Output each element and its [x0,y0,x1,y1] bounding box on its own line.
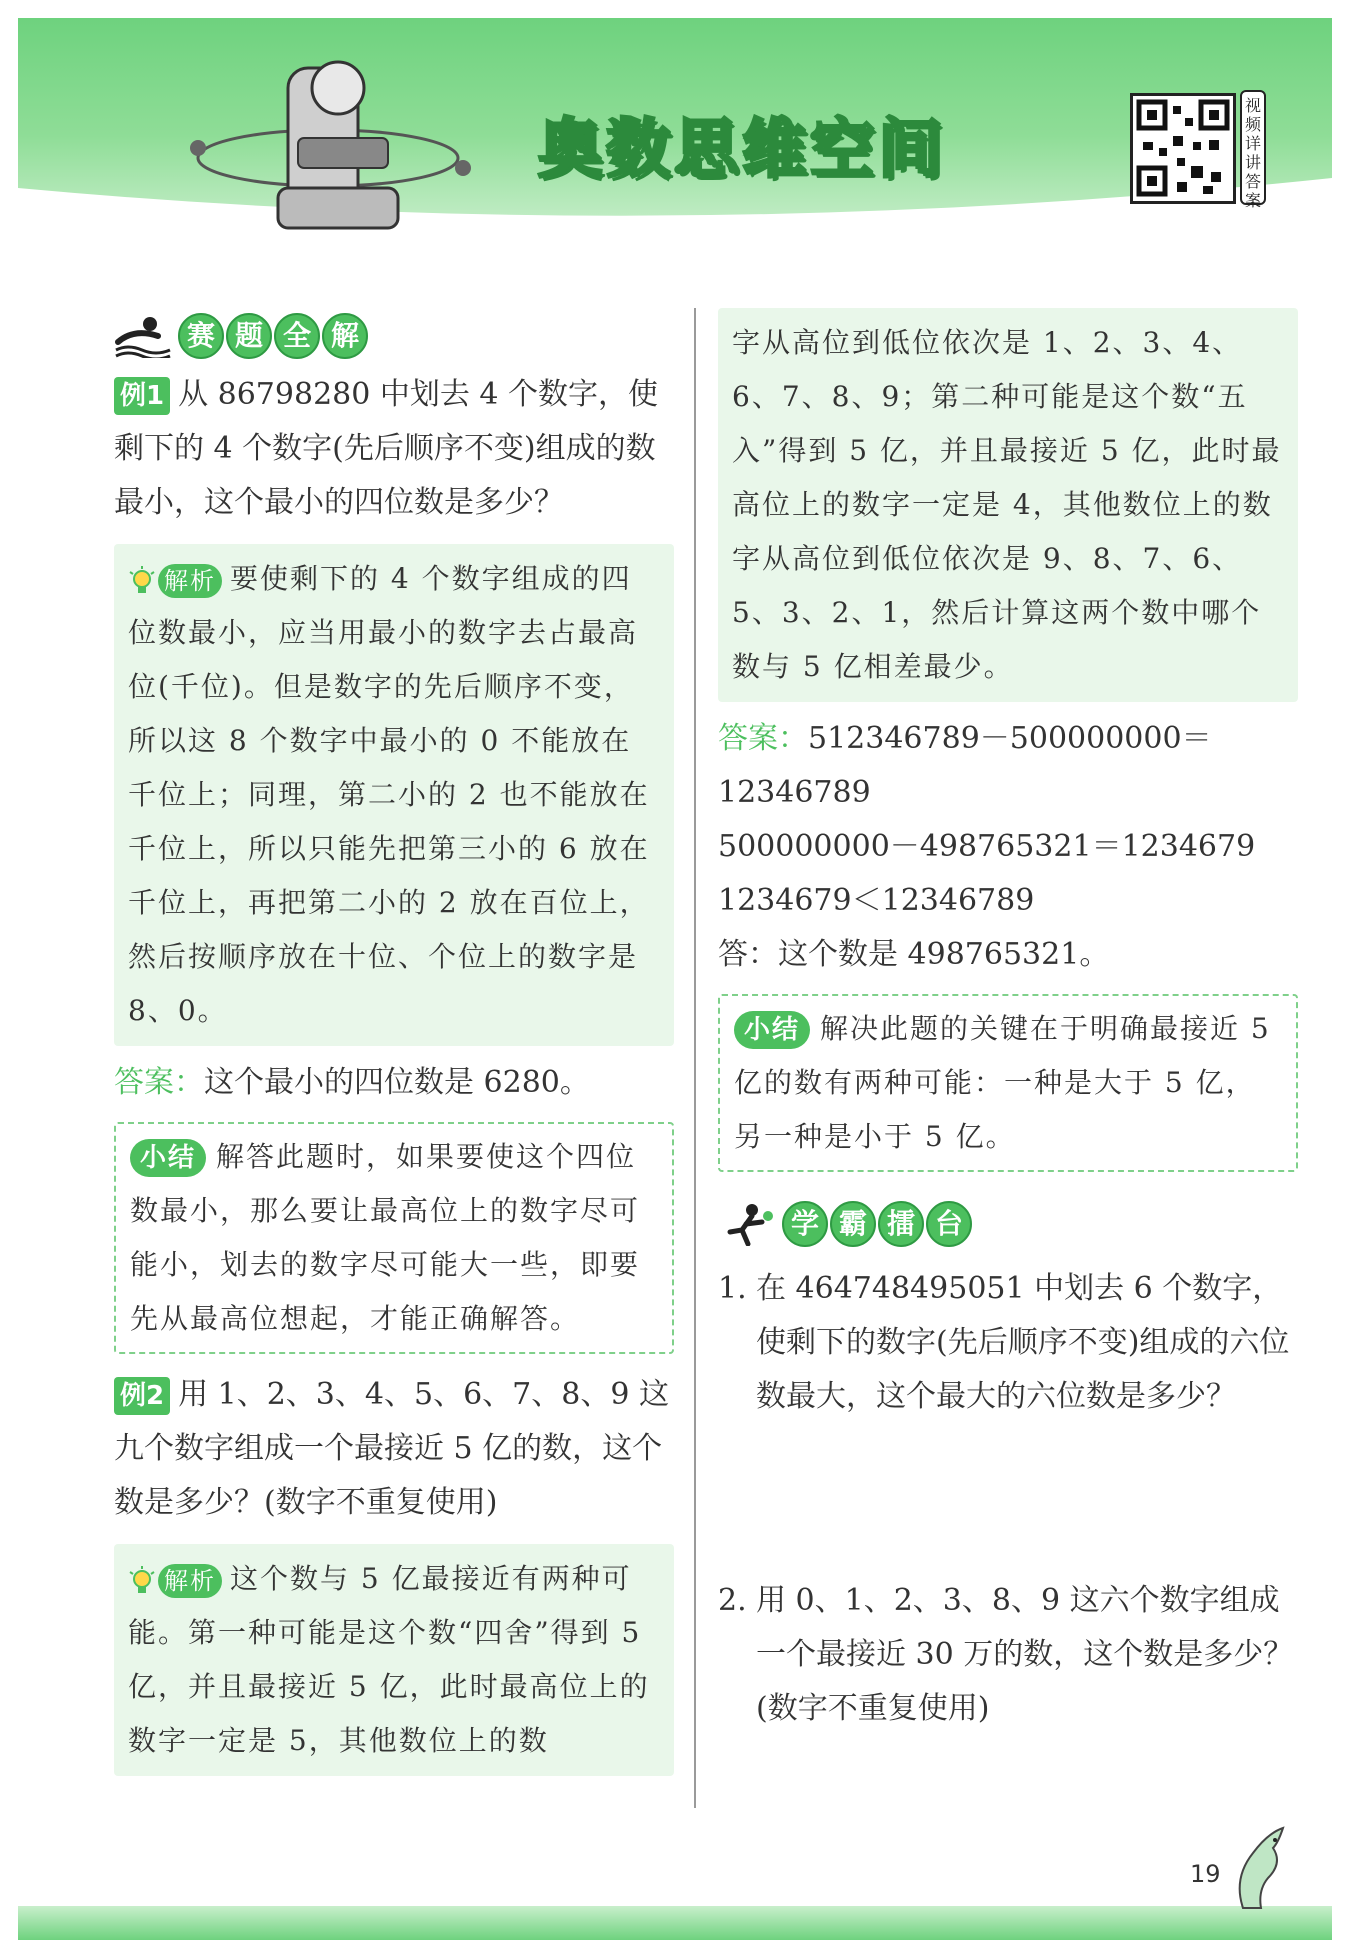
column-divider [694,308,696,1808]
answer-line: 答：这个数是 498765321。 [718,937,1110,972]
left-column [114,308,674,1786]
section-title-char: 题 [226,313,272,359]
example-2 [114,1368,674,1530]
practice-problem [718,1262,1298,1424]
example-1-analysis [114,544,674,1046]
example-2-summary [718,994,1298,1172]
section-title-top-student-arena [718,1196,1298,1252]
practice-problem [718,1574,1298,1736]
lightbulb-icon [128,566,156,596]
right-column [718,308,1298,1736]
example-1-tag: 例1 [114,377,170,415]
example-2-analysis [114,1544,674,1776]
example-1-answer-text: 这个最小的四位数是 6280。 [204,1065,590,1100]
page [18,18,1332,1940]
problem-text: 在 464748495051 中划去 6 个数字，使剩下的数字(先后顺序不变)组成的六位数最大，这个最大的六位数是多少？ [756,1271,1290,1414]
example-1 [114,368,674,530]
answer-line: 500000000－498765321＝1234679 [718,829,1256,864]
example-2-answer [718,712,1298,982]
example-1-answer [114,1056,674,1110]
page-title: 奥数思维空间 [538,113,946,187]
answer-label: 答案： [114,1065,204,1100]
section-title-char: 赛 [178,313,224,359]
section-title-char: 学 [782,1201,828,1247]
example-1-analysis-text: 要使剩下的 4 个数字组成的四位数最小，应当用最小的数字去占最高位(千位)。但是数字的先后顺序不变，所以这 8 个数字中最小的 0 不能放在千位上；同理，第二小的 2 也不能放在千位上，所以只能先把第三小的 6 放在千位上，再把第二小的 2 放在百位上，然后按顺序放在十位、个位上的数字是 8、0。 [128,562,650,1027]
qr-code-icon[interactable] [1130,93,1236,204]
astronaut-illustration-icon [178,38,478,268]
lightbulb-icon [128,1566,156,1596]
section-title-char: 全 [274,313,320,359]
page-number: 19 [1190,1860,1221,1888]
example-1-summary [114,1122,674,1354]
qr-code-label: 视频详讲答案 [1240,90,1266,205]
problem-number: 2. [718,1583,747,1618]
answer-line: 512346789－500000000＝12346789 [718,721,1212,810]
athlete-icon [718,1202,776,1246]
problem-number: 1. [718,1271,747,1306]
answer-line: 1234679＜12346789 [718,883,1035,918]
dolphin-icon [1223,1818,1293,1913]
example-1-summary-text: 解答此题时，如果要使这个四位数最小，那么要让最高位上的数字尽可能小，划去的数字尽可能大一些，即要先从最高位想起，才能正确解答。 [130,1140,641,1335]
section-title-competition-solutions [114,308,674,364]
example-1-text: 从 86798280 中划去 4 个数字，使剩下的 4 个数字(先后顺序不变)组成的数最小，这个最小的四位数是多少？ [114,377,659,520]
footer-band [18,1906,1332,1940]
example-2-analysis-text: 这个数与 5 亿最接近有两种可能。第一种可能是这个数“四舍”得到 5 亿，并且最接近 5 亿，此时最高位上的数字一定是 5，其他数位上的数 [128,1562,650,1757]
example-2-analysis-continued-text: 字从高位到低位依次是 1、2、3、4、6、7、8、9；第二种可能是这个数“五入”得到 5 亿，并且最接近 5 亿，此时最高位上的数字一定是 4，其他数位上的数字从高位到低位依次是 9、8、7、6、5、3、2、1，然后计算这两个数中哪个数与 5 亿相差最少。 [732,326,1282,683]
example-2-analysis-continued [718,308,1298,702]
analysis-tag-label: 解析 [158,564,222,598]
analysis-tag [128,564,222,598]
section-title-char: 霸 [830,1201,876,1247]
example-2-summary-text: 解决此题的关键在于明确最接近 5 亿的数有两种可能：一种是大于 5 亿，另一种是小于 5 亿。 [734,1012,1271,1153]
problem-text: 用 0、1、2、3、8、9 这六个数字组成一个最接近 30 万的数，这个数是多少？(数字不重复使用) [756,1583,1294,1726]
analysis-tag [128,1564,222,1598]
swimmer-icon [114,314,172,358]
answer-label: 答案： [718,721,808,756]
section-title-char: 解 [322,313,368,359]
section-title-char: 擂 [878,1201,924,1247]
summary-tag: 小结 [734,1011,810,1049]
summary-tag: 小结 [130,1139,206,1177]
section-title-char: 台 [926,1201,972,1247]
example-2-text: 用 1、2、3、4、5、6、7、8、9 这九个数字组成一个最接近 5 亿的数，这个数是多少？(数字不重复使用) [114,1377,669,1520]
analysis-tag-label: 解析 [158,1564,222,1598]
example-2-tag: 例2 [114,1377,170,1415]
